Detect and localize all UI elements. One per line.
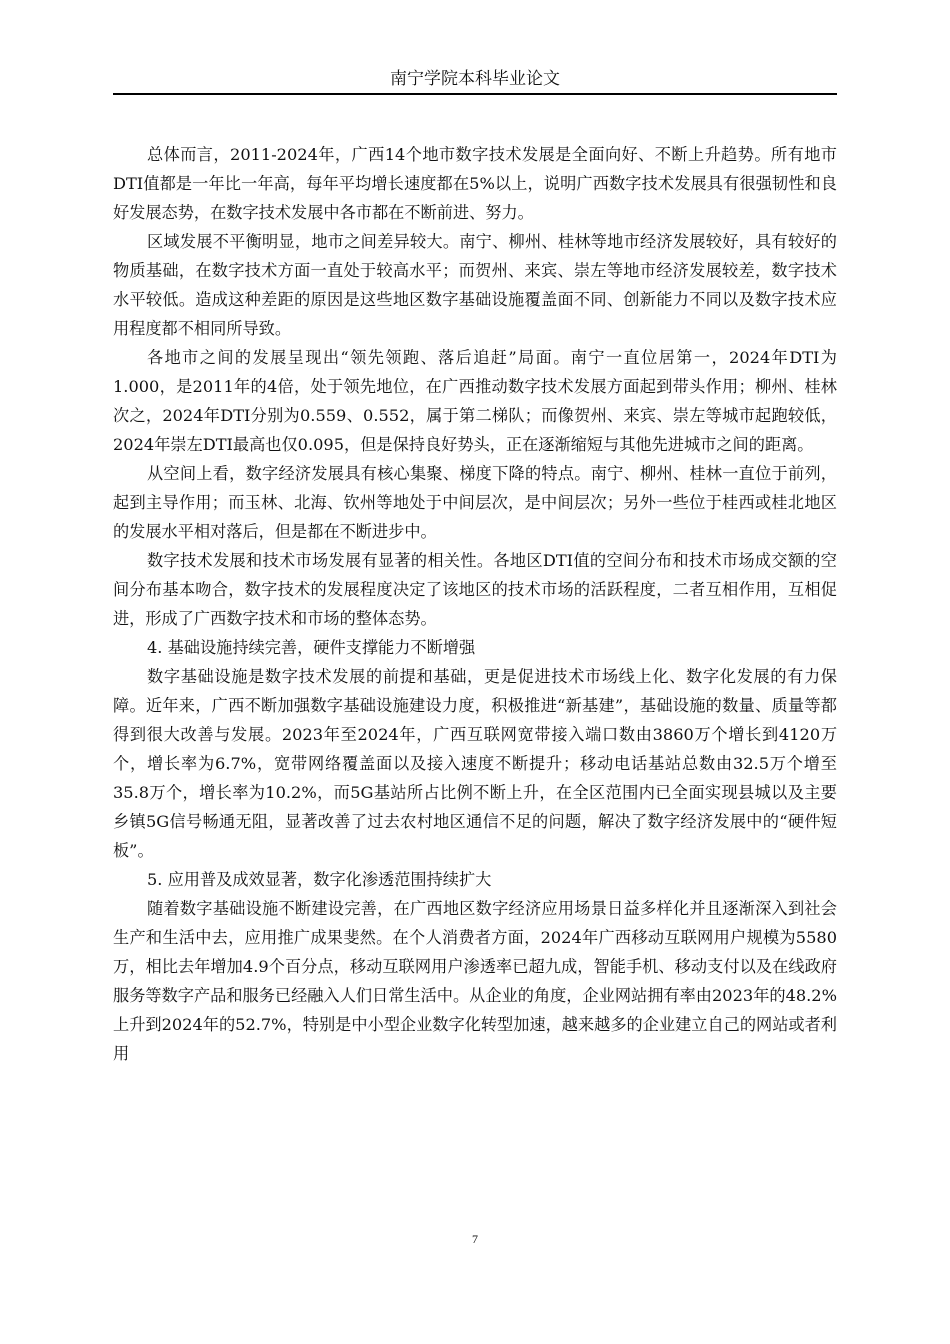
header-divider bbox=[113, 93, 837, 95]
page-header: 南宁学院本科毕业论文 bbox=[390, 69, 560, 89]
page-number: 7 bbox=[472, 1232, 478, 1246]
paragraph-application: 随着数字基础设施不断建设完善，在广西地区数字经济应用场景日益多样化并且逐渐深入到社会生产和生活中去，应用推广成果斐然。在个人消费者方面，2024年广西移动互联网用户规模为5580万，相比去年增加4.9个百分点，移动互联网用户渗透率已超九成，智能手机、移动支付以及在线政府服务等数字产品和服务已经融入人们日常生活中。从企业的角度，企业网站拥有率由2023年的48.2%上升到2024年的52.7%，特别是中小型企业数字化转型加速，越来越多的企业建立自己的网站或者利用 bbox=[113, 899, 837, 1063]
paragraph-leading-pattern: 各地市之间的发展呈现出“领先领跑、落后追赶”局面。南宁一直位居第一，2024年DTI为1.000，是2011年的4倍，处于领先地位，在广西推动数字技术发展方面起到带头作用；柳州、桂林次之，2024年DTI分别为0.559、0.552，属于第二梯队；而像贺州、来宾、崇左等城市起跑较低，2024年崇左DTI最高也仅0.095，但是保持良好势头，正在逐渐缩短与其他先进城市之间的距离。 bbox=[113, 348, 837, 454]
section-heading-application: 5. 应用普及成效显著，数字化渗透范围持续扩大 bbox=[147, 870, 492, 889]
section-heading-infrastructure: 4. 基础设施持续完善，硬件支撑能力不断增强 bbox=[147, 638, 476, 657]
paragraph-infrastructure: 数字基础设施是数字技术发展的前提和基础，更是促进技术市场线上化、数字化发展的有力保障。近年来，广西不断加强数字基础设施建设力度，积极推进“新基建”，基础设施的数量、质量等都得到很大改善与发展。2023年至2024年，广西互联网宽带接入端口数由3860万个增长到4120万个，增长率为6.7%，宽带网络覆盖面以及接入速度不断提升；移动电话基站总数由32.5万个增至35.8万个，增长率为10.2%，而5G基站所占比例不断上升，在全区范围内已全面实现县城以及主要乡镇5G信号畅通无阻，显著改善了过去农村地区通信不足的问题，解决了数字经济发展中的“硬件短板”。 bbox=[113, 667, 837, 860]
paragraph-spatial-distribution: 从空间上看，数字经济发展具有核心集聚、梯度下降的特点。南宁、柳州、桂林一直位于前列，起到主导作用；而玉林、北海、钦州等地处于中间层次，是中间层次；另外一些位于桂西或桂北地区的发展水平相对落后，但是都在不断进步中。 bbox=[113, 464, 837, 541]
body-text bbox=[113, 140, 837, 1068]
paragraph-regional-imbalance: 区域发展不平衡明显，地市之间差异较大。南宁、柳州、桂林等地市经济发展较好，具有较好的物质基础，在数字技术方面一直处于较高水平；而贺州、来宾、崇左等地市经济发展较差，数字技术水平较低。造成这种差距的原因是这些地区数字基础设施覆盖面不同、创新能力不同以及数字技术应用程度都不相同所导致。 bbox=[113, 232, 837, 338]
paragraph-summary: 总体而言，2011-2024年，广西14个地市数字技术发展是全面向好、不断上升趋势。所有地市DTI值都是一年比一年高，每年平均增长速度都在5%以上，说明广西数字技术发展具有很强韧性和良好发展态势，在数字技术发展中各市都在不断前进、努力。 bbox=[113, 145, 837, 222]
paragraph-market-correlation: 数字技术发展和技术市场发展有显著的相关性。各地区DTI值的空间分布和技术市场成交额的空间分布基本吻合，数字技术的发展程度决定了该地区的技术市场的活跃程度，二者互相作用，互相促进，形成了广西数字技术和市场的整体态势。 bbox=[113, 551, 837, 628]
